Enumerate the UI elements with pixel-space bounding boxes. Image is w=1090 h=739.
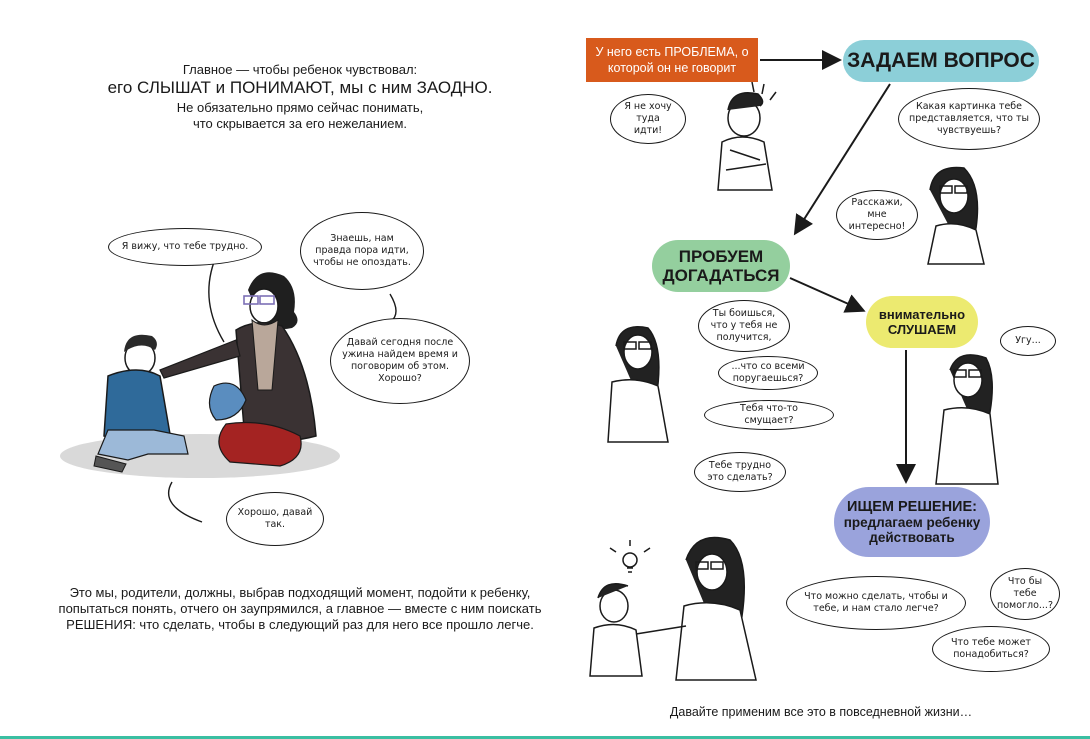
bubble-dont-want: Я не хочу туда идти! <box>610 94 686 144</box>
mother-boy-figure-bottom <box>590 538 756 681</box>
mother-figure-top <box>928 167 984 264</box>
bubble-embarrass: Тебя что-то смущает? <box>704 400 834 430</box>
intro-line-3: Не обязательно прямо сейчас понимать, <box>176 100 424 115</box>
bubble-see-hard: Я вижу, что тебе трудно. <box>108 228 262 266</box>
intro-line-1: Главное — чтобы ребенок чувствовал: <box>182 62 418 77</box>
bubble-ok: Хорошо, давай так. <box>226 492 324 546</box>
bubble-what-can-do: Что можно сделать, чтобы и тебе, и нам стало легче? <box>786 576 966 630</box>
mother-figure-listen <box>936 355 998 484</box>
step-solution-subtitle: предлагаем ребенку действовать <box>843 514 981 545</box>
intro-line-4: что скрывается за его нежеланием. <box>192 116 408 131</box>
bubble-uhu: Угу... <box>1000 326 1056 356</box>
bubble-quarrel: ...что со всеми поругаешься? <box>718 356 818 390</box>
bubble-afraid: Ты боишься, что у тебя не получится, <box>698 300 790 352</box>
bubble-picture: Какая картинка тебе представляется, что ты чувствуешь? <box>898 88 1040 150</box>
step-try-guess: ПРОБУЕМ ДОГАДАТЬСЯ <box>652 240 790 292</box>
step-find-solution <box>834 487 990 557</box>
child-figure-left <box>94 335 188 472</box>
intro-line-2: его СЛЫШАТ и ПОНИМАЮТ, мы с ним ЗАОДНО. <box>107 78 493 97</box>
problem-box: У него есть ПРОБЛЕМА, о которой он не говорит <box>586 38 758 82</box>
step-listen: внимательно СЛУШАЕМ <box>866 296 978 348</box>
boy-figure-top <box>718 82 776 190</box>
bubble-talk-later: Давай сегодня после ужина найдем время и поговорим об этом. Хорошо? <box>330 318 470 404</box>
bubble-interesting: Расскажи, мне интересно! <box>836 190 918 240</box>
bubble-what-need: Что тебе может понадобиться? <box>932 626 1050 672</box>
mother-figure-guess <box>608 327 668 442</box>
bubble-time-to-go: Знаешь, нам правда пора идти, чтобы не опоздать. <box>300 212 424 290</box>
step-ask-question: ЗАДАЕМ ВОПРОС <box>843 40 1039 82</box>
closing-line: Давайте применим все это в повседневной жизни… <box>669 705 973 719</box>
bottom-paragraph: Это мы, родители, должны, выбрав подходящий момент, подойти к ребенку, попытаться понять, отчего он заупрямился, а главное — вместе с ним поискать РЕШЕНИЯ: что сделать, чтобы в следующий раз для него все прошло легче. <box>58 585 542 632</box>
bubble-hard-to-do: Тебе трудно это сделать? <box>694 452 786 492</box>
bubble-what-help: Что бы тебе помогло...? <box>990 568 1060 620</box>
step-solution-title: ИЩЕМ РЕШЕНИЕ: <box>847 498 977 515</box>
